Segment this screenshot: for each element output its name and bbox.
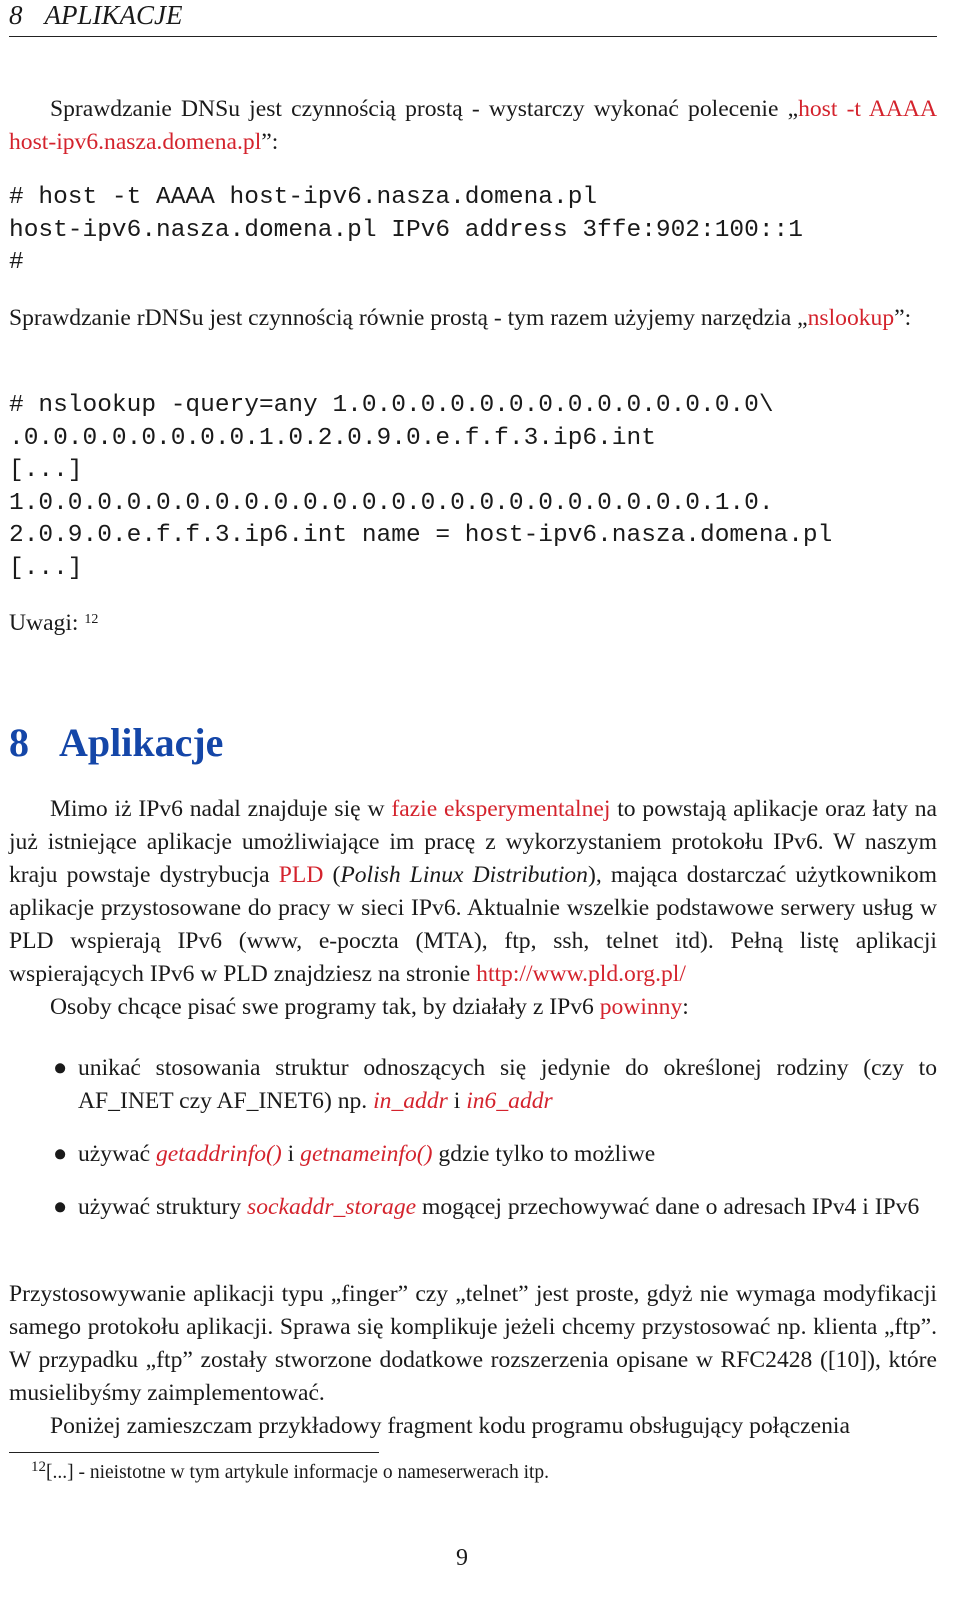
experimental-phase-link[interactable]: fazie eksperymentalnej bbox=[391, 796, 611, 822]
porting-paragraph: Przystosowywanie aplikacji typu „finger” czy „telnet” jest proste, gdyż nie wymaga modyfikacji samego protokołu aplikacji. Sprawa się komplikuje jeżeli chcemy przystosować np. klienta „ftp”. W przypadku „ftp” zostały stworzone dodatkowe rozszerzenia opisane w RFC2428 ([10]), które musielibyśmy zaimplementować. Poniżej zamieszczam przykładowy fragment kodu programu obsługujący połączenia bbox=[9, 1281, 937, 1439]
code-line: # host -t AAAA host-ipv6.nasza.domena.pl bbox=[9, 184, 598, 211]
list-item: ● unikać stosowania struktur odnoszących się jedynie do określonej rodziny (czy to AF_INET czy AF_INET6) np. in_addr i in6_addr bbox=[9, 1052, 937, 1118]
list-item: ● używać getaddrinfo() i getnameinfo() gdzie tylko to możliwe bbox=[9, 1138, 937, 1171]
dns-check-paragraph: Sprawdzanie DNSu jest czynnością prostą - wystarczy wykonać polecenie „host -t AAAA host-ipv6.nasza.domena.pl”: bbox=[9, 96, 937, 155]
code-line: host-ipv6.nasza.domena.pl IPv6 address 3ffe:902:100::1 bbox=[9, 216, 803, 244]
code-line: 2.0.9.0.e.f.f.3.ip6.int name = host-ipv6.nasza.domena.pl bbox=[9, 522, 833, 549]
running-header-title: APLIKACJE bbox=[44, 0, 183, 30]
getnameinfo-link[interactable]: getnameinfo() bbox=[300, 1141, 433, 1167]
code-line: 1.0.0.0.0.0.0.0.0.0.0.0.0.0.0.0.0.0.0.0.0.0.0.0.1.0. bbox=[9, 489, 774, 517]
getaddrinfo-link[interactable]: getaddrinfo() bbox=[155, 1141, 282, 1167]
notes-line bbox=[9, 607, 937, 640]
footnote-mark: 12 bbox=[31, 1459, 46, 1475]
rdns-check-paragraph: Sprawdzanie rDNSu jest czynnością równie prostą - tym razem użyjemy narzędzia „nslookup”: bbox=[9, 305, 912, 331]
bullet-icon: ● bbox=[53, 1194, 68, 1220]
section-title: Aplikacje bbox=[59, 720, 224, 765]
footnote-text: [...] - nieistotne w tym artykule informacje o nameserwerach itp. bbox=[46, 1462, 550, 1483]
footnote-divider bbox=[9, 1452, 379, 1453]
section-heading bbox=[9, 718, 223, 768]
code-line: # nslookup -query=any 1.0.0.0.0.0.0.0.0.0.0.0.0.0.0\ bbox=[9, 392, 774, 419]
bullet-icon: ● bbox=[53, 1055, 68, 1081]
footnote-reference[interactable]: 12 bbox=[84, 612, 99, 627]
in6-addr-link[interactable]: in6_addr bbox=[466, 1088, 553, 1114]
code-line: [...] bbox=[9, 457, 83, 484]
sockaddr-storage-link[interactable]: sockaddr_storage bbox=[247, 1194, 417, 1220]
footnote bbox=[31, 1460, 549, 1486]
host-command-link[interactable]: host -t AAAA host-ipv6.nasza.domena.pl bbox=[9, 96, 937, 155]
nslookup-link[interactable]: nslookup bbox=[807, 305, 895, 331]
notes-label: Uwagi: bbox=[9, 610, 79, 636]
code-line: [...] bbox=[9, 554, 83, 582]
running-header-number: 8 bbox=[9, 0, 23, 30]
code-block-nslookup bbox=[9, 390, 937, 585]
code-line: # bbox=[9, 249, 24, 276]
bullet-icon: ● bbox=[53, 1141, 68, 1167]
section-number: 8 bbox=[9, 720, 29, 765]
applications-paragraph: Mimo iż IPv6 nadal znajduje się w fazie eksperymentalnej to powstają aplikacje oraz łaty na już istniejące aplikacje umożliwiające im pracę z wykorzystaniem protokołu IPv6. W naszym kraju powstaje dystrybucja PLD (Polish Linux Distribution), mająca dostarczać użytkownikom aplikacje przystosowane do pracy w sieci IPv6. Aktualnie wszelkie podstawowe serwery usług w PLD wspierają IPv6 (www, e-poczta (MTA), ftp, ssh, telnet itd). Pełną listę aplikacji wspierających IPv6 w PLD znajdziesz na stronie http://www.pld.org.pl/ Osoby chcące pisać swe programy tak, by działały z IPv6 powinny: bbox=[9, 796, 937, 1020]
should-link[interactable]: powinny bbox=[599, 994, 683, 1020]
running-header bbox=[9, 0, 937, 37]
guidelines-list bbox=[9, 1052, 937, 1224]
code-block-host bbox=[9, 182, 937, 280]
pld-url-link[interactable]: http://www.pld.org.pl/ bbox=[476, 961, 686, 987]
code-line: .0.0.0.0.0.0.0.0.1.0.2.0.9.0.e.f.f.3.ip6.int bbox=[9, 424, 656, 452]
pld-link[interactable]: PLD bbox=[278, 862, 324, 888]
list-item: ● używać struktury sockaddr_storage mogącej przechowywać dane o adresach IPv4 i IPv6 bbox=[9, 1191, 937, 1224]
page-number: 9 bbox=[456, 1545, 468, 1571]
in-addr-link[interactable]: in_addr bbox=[373, 1088, 448, 1114]
